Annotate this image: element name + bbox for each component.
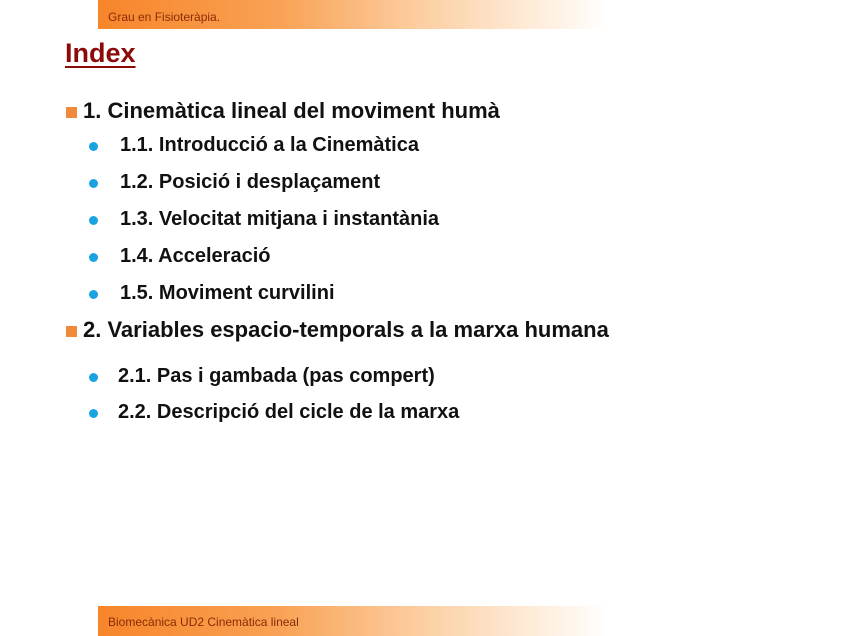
orange-square-bullet-icon [66,107,77,118]
blue-dot-bullet-icon [89,216,98,225]
item-2-1-label: 2.1. Pas i gambada (pas compert) [118,365,435,387]
item-1-3-label: 1.3. Velocitat mitjana i instantània [120,208,439,230]
orange-square-bullet-icon [66,326,77,337]
item-2-2-label: 2.2. Descripció del cicle de la marxa [118,401,460,423]
section-2-label: 2. Variables espacio-temporals a la marxa humana [83,317,609,342]
blue-dot-bullet-icon [89,253,98,262]
header-text: Grau en Fisioteràpia. [108,10,221,24]
blue-dot-bullet-icon [89,179,98,188]
footer-band [98,606,608,636]
blue-dot-bullet-icon [89,290,98,299]
slide-title: Index [65,38,136,68]
item-1-4-label: 1.4. Acceleració [120,245,271,267]
item-1-1-label: 1.1. Introducció a la Cinemàtica [120,134,419,156]
footer-text: Biomecànica UD2 Cinemàtica lineal [108,615,299,629]
section-1-label: 1. Cinemàtica lineal del moviment humà [83,98,500,123]
header-band [98,0,608,29]
blue-dot-bullet-icon [89,142,98,151]
blue-dot-bullet-icon [89,373,98,382]
item-1-2-label: 1.2. Posició i desplaçament [120,171,381,193]
blue-dot-bullet-icon [89,409,98,418]
item-1-5-label: 1.5. Moviment curvilini [120,282,335,304]
